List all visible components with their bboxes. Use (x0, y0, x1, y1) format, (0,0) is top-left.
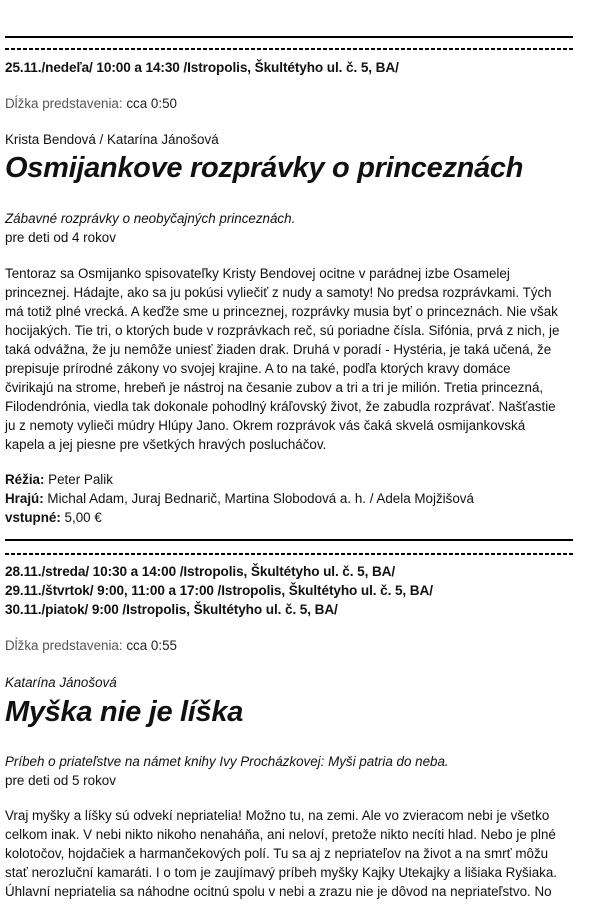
event1-title: Osmijankove rozprávky o princeznách (5, 152, 524, 184)
description-line: čvirikajú na strome, hrebeň je nástroj na česanie zubov a tri a tri je milión. Tretia princezná, (5, 380, 544, 395)
event2-title: Myška nie je líška (5, 696, 244, 728)
credit-label: Réžia: (5, 472, 45, 487)
event2-subtitle: Príbeh o priateľstve na námet knihy Ivy Procházkovej: Myši patria do neba. (5, 754, 449, 769)
event1-subtitle: Zábavné rozprávky o neobyčajných princeznách. (5, 211, 296, 226)
description-line: kapela a jej piesne pre všetkých hravých poslucháčov. (5, 437, 327, 452)
event2-age: pre deti od 5 rokov (5, 773, 116, 788)
event2-description (5, 806, 585, 901)
divider-solid (5, 539, 573, 541)
duration-value: cca 0:55 (126, 638, 177, 653)
description-line: kolotočov, hojdačiek a harmančekových polí. Tu sa aj z nepriateľov na život a na smrť môžu (5, 846, 549, 861)
description-line: Vraj myšky a líšky sú odvekí nepriatelia! Možno tu, na zemi. Ale vo zvieracom nebi je všetko (5, 808, 550, 823)
description-line: prepisuje prírodné zákony vo svojej krajine. A to na také, podľa ktorých kravy domáce (5, 361, 511, 376)
event2-date: 30.11./piatok/ 9:00 /Istropolis, Škultétyho ul. č. 5, BA/ (5, 602, 338, 617)
event2-author: Katarína Jánošová (5, 675, 117, 690)
credit-label: Hrajú: (5, 491, 44, 506)
description-line: Tentoraz sa Osmijanko spisovateľky Kristy Bendovej ocitne v parádnej izbe Osamelej (5, 266, 510, 281)
credit-value: Michal Adam, Juraj Bednarič, Martina Slobodová a. h. / Adela Mojžišová (43, 491, 474, 506)
event1-author: Krista Bendová / Katarína Jánošová (5, 132, 219, 147)
credit-value: Peter Palik (44, 472, 113, 487)
description-line: celkom inak. V nebi nikto nikoho nenaháňa, ani neloví, pretože nikto necíti hlad. Nebo je plné (5, 827, 556, 842)
event1-cast (5, 489, 474, 508)
description-line: Úhlavní nepriatelia sa náhodne ocitnú spolu v nebi a zrazu nie je dôvod na nepriateľstvo. No (5, 884, 552, 899)
event1-description (5, 264, 585, 454)
event1-duration (5, 94, 177, 113)
credit-label: vstupné: (5, 510, 61, 525)
event2-date: 28.11./streda/ 10:30 a 14:00 /Istropolis, Škultétyho ul. č. 5, BA/ (5, 564, 396, 579)
event2-date: 29.11./štvrtok/ 9:00, 11:00 a 17:00 /Istropolis, Škultétyho ul. č. 5, BA/ (5, 583, 433, 598)
event1-age: pre deti od 4 rokov (5, 230, 116, 245)
divider-solid (5, 36, 573, 38)
event1-date: 25.11./nedeľa/ 10:00 a 14:30 /Istropolis, Škultétyho ul. č. 5, BA/ (5, 60, 399, 75)
credit-value: 5,00 € (60, 510, 102, 525)
duration-value: cca 0:50 (126, 96, 177, 111)
description-line: taká odvážna, že ju nemôže uniesť žiaden drak. Druhá v poradí - Hystéria, je taká učená, že (5, 342, 552, 357)
description-line: princeznej. Hádajte, ako sa ju pokúsi vyliečiť z nudy a samoty! No predsa rozprávkami. Tých (5, 285, 552, 300)
description-line: má totiž plné vrecká. A keďže sme u princeznej, rozprávky musia byť o princeznách. Nie však (5, 304, 558, 319)
description-line: ju z nemoty vylieči múdry Hlúpy Jano. Okrem rozprávok vás čaká skvelá osmijankovská (5, 418, 526, 433)
description-line: stať nerozluční kamaráti. I o tom je zaujímavý príbeh myšky Kajky Utekajky a lišiaka Ryšiaka. (5, 865, 558, 880)
event2-duration (5, 636, 177, 655)
divider-dashed (5, 553, 573, 555)
event1-price (5, 508, 102, 527)
divider-dashed (5, 48, 573, 50)
duration-label: Dĺžka predstavenia: (5, 96, 123, 111)
event1-director (5, 470, 113, 489)
description-line: Filodendrónia, viedla tak dokonale pohodlný kráľovský život, že zabudla rozprávať. Našťastie (5, 399, 556, 414)
duration-label: Dĺžka predstavenia: (5, 638, 123, 653)
description-line: hocijakých. Tie tri, o ktorých bude v rozprávkach reč, sú poriadne čísla. Sifónia, prvá z nich, je (5, 323, 560, 338)
